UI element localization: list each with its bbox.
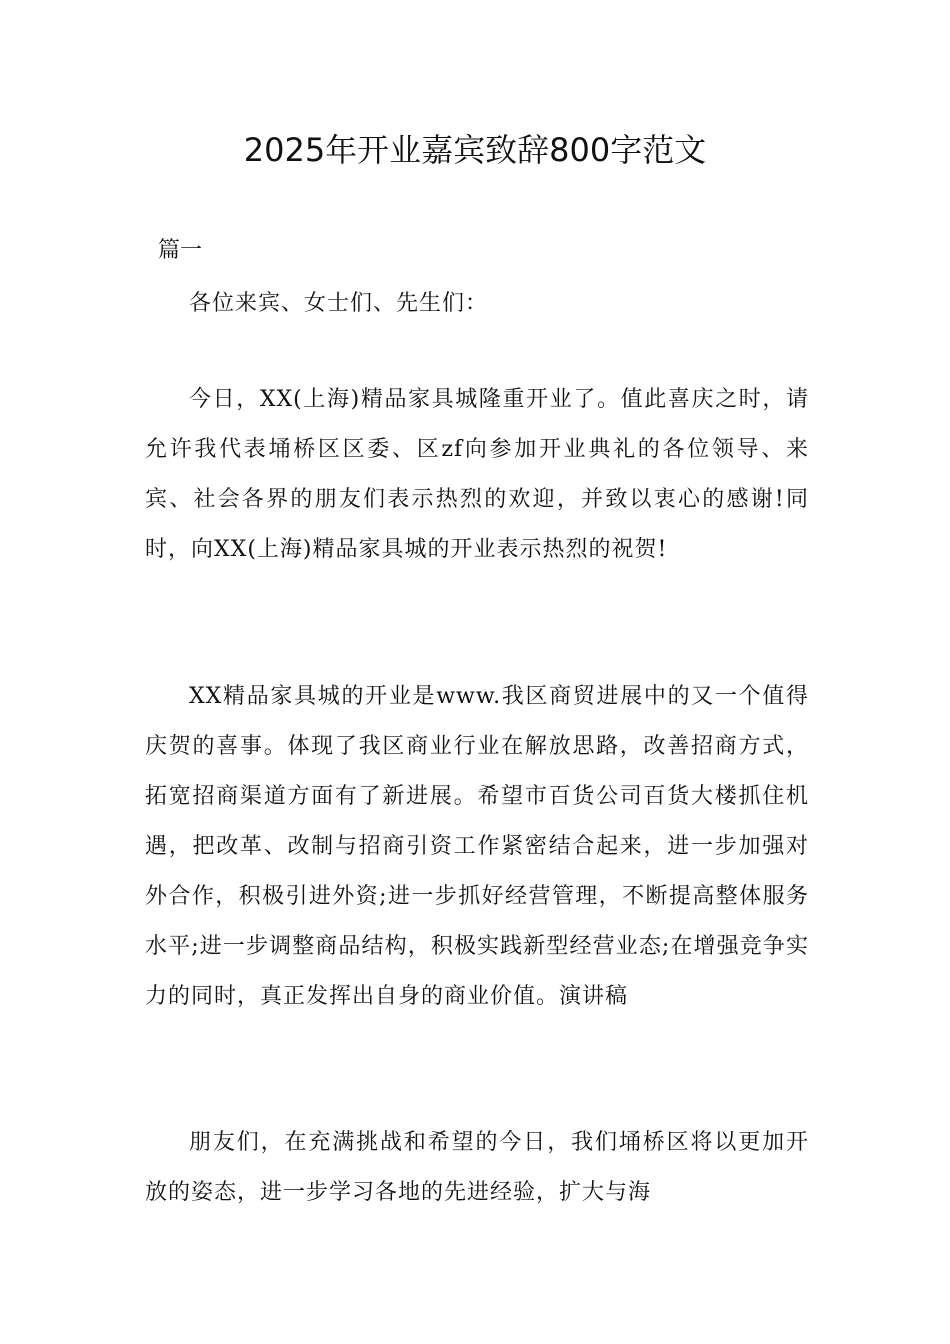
document-title: 2025年开业嘉宾致辞800字范文 — [243, 131, 707, 169]
body-paragraph-2: XX精品家具城的开业是www.我区商贸进展中的又一个值得庆贺的喜事。体现了我区商业行业在解放思路，改善招商方式，拓宽招商渠道方面有了新进展。希望市百货公司百货大楼抓住机遇，把改革、改制与招商引资工作紧密结合起来，进一步加强对外合作，积极引进外资;进一步抓好经营管理，不断提高整体服务水平;进一步调整商品结构，积极实践新型经营业态;在增强竞争实力的同时，真正发挥出自身的商业价值。演讲稿 — [145, 684, 809, 1009]
body-paragraph-3: 朋友们，在充满挑战和希望的今日，我们埇桥区将以更加开放的姿态，进一步学习各地的先进经验，扩大与海 — [145, 1130, 809, 1205]
section-label: 篇一 — [158, 238, 203, 263]
body-paragraph-1: 今日，XX(上海)精品家具城隆重开业了。值此喜庆之时，请允许我代表埇桥区区委、区zf向参加开业典礼的各位领导、来宾、社会各界的朋友们表示热烈的欢迎，并致以衷心的感谢!同时，向XX(上海)精品家具城的开业表示热烈的祝贺! — [145, 387, 809, 562]
greeting-paragraph: 各位来宾、女士们、先生们： — [189, 291, 489, 316]
